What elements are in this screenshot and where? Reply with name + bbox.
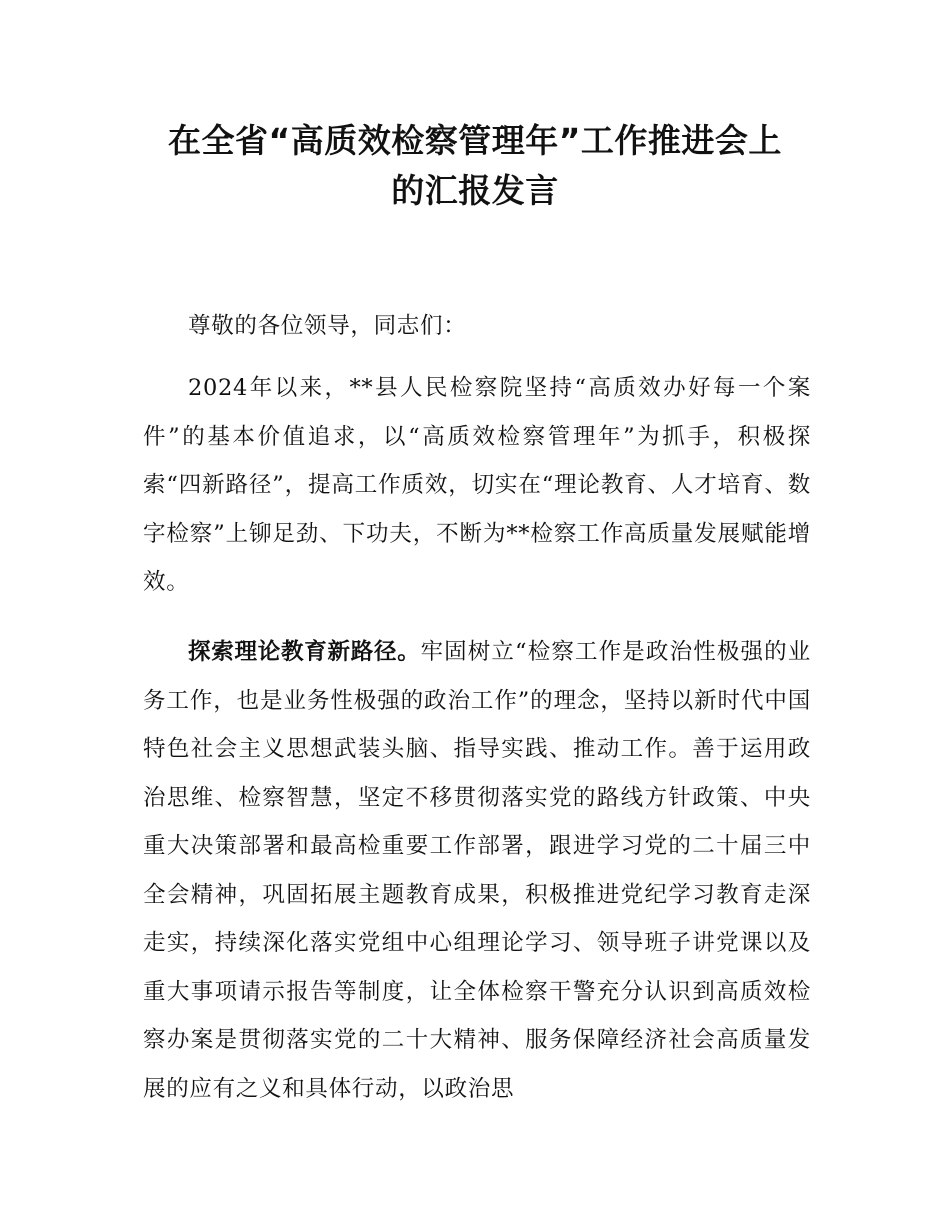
title-line-1: 在全省“高质效检察管理年”工作推进会上 [168,121,782,160]
document-title [110,116,840,216]
title-line-2: 的汇报发言 [391,171,559,210]
paragraph-theory-education [143,628,811,1113]
salutation: 尊敬的各位领导，同志们： [188,313,467,339]
paragraph-body-text: 牢固树立“检察工作是政治性极强的业务工作，也是业务性极强的政治工作”的理念，坚持以新时代中国特色社会主义思想武装头脑、指导实践、推动工作。善于运用政治思维、检察智慧，坚定不移贯彻落实党的路线方针政策、中央重大决策部署和最高检重要工作部署，跟进学习党的二十届三中全会精神，巩固拓展主题教育成果，积极推进党纪学习教育走深走实，持续深化落实党组中心组理论学习、领导班子讲党课以及重大事项请示报告等制度，让全体检察干警充分认识到高质效检察办案是贯彻落实党的二十大精神、服务保障经济社会高质量发展的应有之义和具体行动，以政治思 [143,639,811,1102]
paragraph-intro: 2024年以来，**县人民检察院坚持“高质效办好每一个案件”的基本价值追求，以“高质效检察管理年”为抓手，积极探索“四新路径”，提高工作质效，切实在“理论教育、人才培育、数字检察”上铆足劲、下功夫，不断为**检察工作高质量发展赋能增效。 [143,375,811,595]
paragraph-lead-heading: 探索理论教育新路径。 [188,639,421,665]
